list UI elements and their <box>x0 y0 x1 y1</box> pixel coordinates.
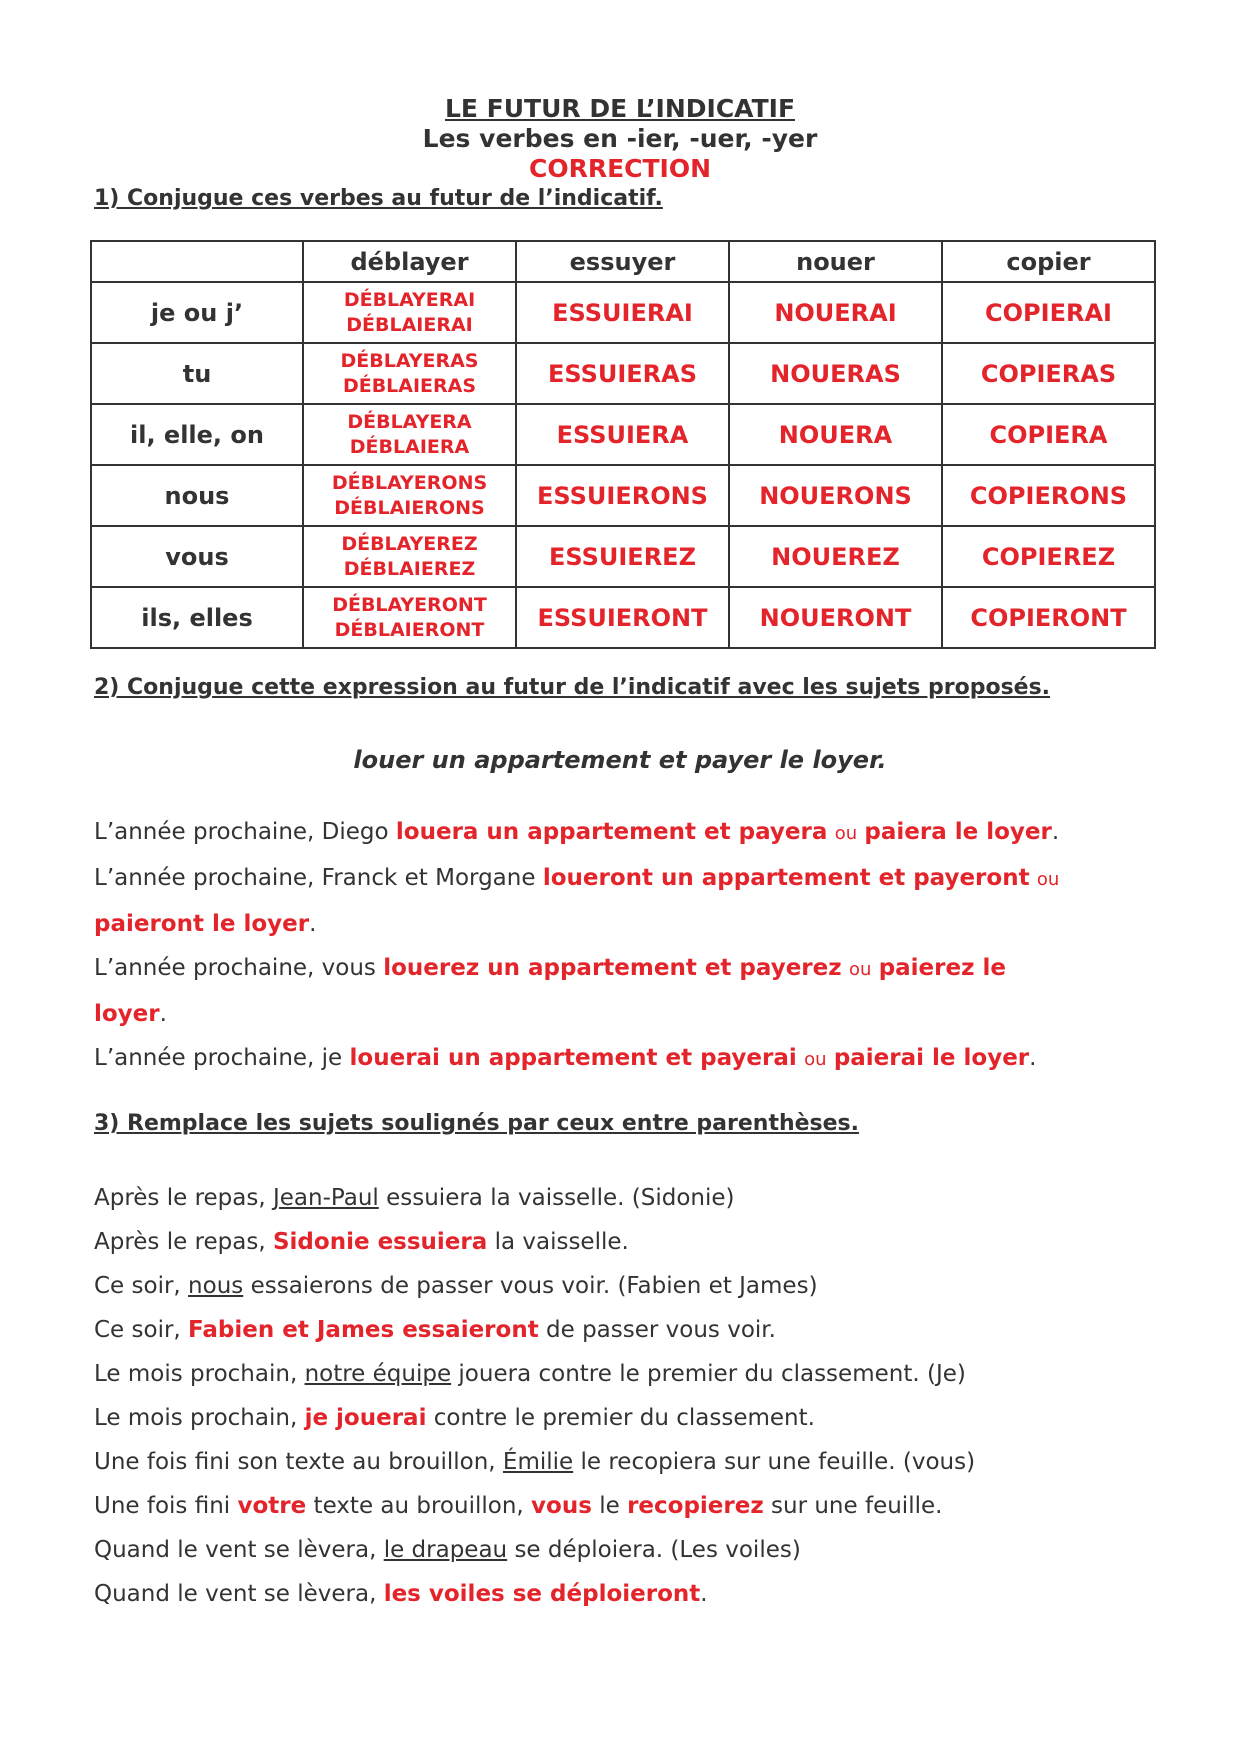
answer-line <box>94 1308 1174 1352</box>
answer-plain: Après le repas, <box>94 1229 273 1255</box>
question-text: jouera contre le premier du classement. (Je) <box>451 1361 966 1387</box>
sentence-prefix: L’année prochaine, <box>94 819 322 845</box>
answer-line <box>94 1396 1174 1440</box>
deblayer-form-i: DÉBLAIERONS <box>334 496 485 519</box>
question-line <box>94 1352 1174 1396</box>
period: . <box>1051 819 1060 845</box>
deblayer-form-i: DÉBLAIERAS <box>342 374 477 397</box>
answer-plain: le <box>591 1493 628 1519</box>
deblayer-form-y: DÉBLAYERAS <box>340 349 479 372</box>
pronoun-cell: je ou j’ <box>91 282 303 343</box>
period: . <box>159 1001 167 1027</box>
answer-plain: texte au brouillon, <box>306 1493 532 1519</box>
table-header-row <box>91 241 1155 282</box>
pronoun-cell: ils, elles <box>91 587 303 648</box>
sentence-prefix: L’année prochaine, <box>94 865 322 891</box>
section2-answers <box>94 810 1174 1082</box>
copier-cell: COPIERAI <box>942 282 1155 343</box>
answer-text: paiera le loyer <box>864 819 1052 845</box>
ou-connector: ou <box>1036 869 1060 890</box>
question-text: Après le repas, <box>94 1185 273 1211</box>
period: . <box>1029 1045 1037 1071</box>
answer-text: vous <box>531 1493 592 1519</box>
deblayer-form-y: DÉBLAYERONT <box>332 593 487 616</box>
essuyer-cell: ESSUIERONS <box>516 465 729 526</box>
header-cell-empty <box>91 241 303 282</box>
answer-text: Sidonie essuiera <box>272 1229 488 1255</box>
deblayer-cell <box>303 343 516 404</box>
answer-line <box>94 1036 1174 1082</box>
answer-text: les voiles se déploieront <box>383 1581 701 1607</box>
underlined-subject: nous <box>188 1273 244 1299</box>
sentence-subject: Franck et Morgane <box>321 865 543 891</box>
underlined-subject: notre équipe <box>304 1361 452 1387</box>
essuyer-cell: ESSUIERAI <box>516 282 729 343</box>
table-row <box>91 404 1155 465</box>
pronoun-cell: tu <box>91 343 303 404</box>
answer-text: recopierez <box>627 1493 764 1519</box>
sentence-subject: Diego <box>321 819 396 845</box>
answer-text: loueront un appartement et payeront <box>542 865 1030 891</box>
deblayer-form-y: DÉBLAYERAI <box>343 288 476 311</box>
section2-heading: 2) Conjugue cette expression au futur de l’indicatif avec les sujets proposés. <box>94 675 1051 700</box>
underlined-subject: Émilie <box>502 1449 574 1475</box>
pronoun-cell: vous <box>91 526 303 587</box>
copier-cell: COPIEREZ <box>942 526 1155 587</box>
question-line <box>94 1176 1174 1220</box>
deblayer-form-y: DÉBLAYERONS <box>331 471 488 494</box>
nouer-cell: NOUEREZ <box>729 526 942 587</box>
conjugation-table <box>90 240 1156 649</box>
copier-cell: COPIERAS <box>942 343 1155 404</box>
answer-text: paieront le loyer <box>94 911 310 937</box>
ou-connector: ou <box>804 1049 827 1070</box>
sentence-subject: vous <box>321 955 384 981</box>
answer-text: louerez un appartement et payerez <box>383 955 842 981</box>
answer-plain: contre le premier du classement. <box>426 1405 815 1431</box>
question-line <box>94 1528 1174 1572</box>
question-text: Quand le vent se lèvera, <box>94 1537 384 1563</box>
copier-cell: COPIERONT <box>942 587 1155 648</box>
answer-plain: Quand le vent se lèvera, <box>94 1581 384 1607</box>
answer-plain: Une fois fini <box>94 1493 238 1519</box>
ou-connector: ou <box>834 823 858 844</box>
answer-text: votre <box>237 1493 307 1519</box>
pronoun-cell: il, elle, on <box>91 404 303 465</box>
answer-plain: sur une feuille. <box>763 1493 943 1519</box>
essuyer-cell: ESSUIERA <box>516 404 729 465</box>
question-text: essuiera la vaisselle. (Sidonie) <box>378 1185 735 1211</box>
answer-plain: Le mois prochain, <box>94 1405 305 1431</box>
question-text: Le mois prochain, <box>94 1361 305 1387</box>
answer-text: paierez le <box>878 955 1006 981</box>
page-title: LE FUTUR DE L’INDICATIF <box>444 94 796 123</box>
ou-connector: ou <box>848 959 872 980</box>
copier-cell: COPIERA <box>942 404 1155 465</box>
answer-line <box>94 902 1174 946</box>
question-text: se déploiera. (Les voiles) <box>507 1537 801 1563</box>
answer-text: je jouerai <box>304 1405 427 1431</box>
copier-cell: COPIERONS <box>942 465 1155 526</box>
table-row <box>91 282 1155 343</box>
table-row <box>91 343 1155 404</box>
deblayer-form-i: DÉBLAIEREZ <box>343 557 476 580</box>
answer-text: louerai un appartement et payerai <box>349 1045 797 1071</box>
question-line <box>94 1440 1174 1484</box>
nouer-cell: NOUERA <box>729 404 942 465</box>
essuyer-cell: ESSUIEREZ <box>516 526 729 587</box>
page-subtitle: Les verbes en -ier, -uer, -yer <box>422 124 818 153</box>
answer-text: louera un appartement et payera <box>395 819 828 845</box>
deblayer-form-y: DÉBLAYEREZ <box>341 532 478 555</box>
sentence-prefix: L’année prochaine, <box>94 955 322 981</box>
answer-text: Fabien et James essaieront <box>188 1317 539 1343</box>
answer-plain: de passer vous voir. <box>538 1317 776 1343</box>
answer-line <box>94 1572 1174 1616</box>
deblayer-cell <box>303 587 516 648</box>
answer-text: paierai le loyer <box>833 1045 1030 1071</box>
question-text: Une fois fini son texte au brouillon, <box>94 1449 503 1475</box>
deblayer-form-i: DÉBLAIERONT <box>334 618 485 641</box>
header-cell-copier: copier <box>942 241 1155 282</box>
question-text: essaierons de passer vous voir. (Fabien et James) <box>243 1273 818 1299</box>
nouer-cell: NOUERAI <box>729 282 942 343</box>
answer-plain: la vaisselle. <box>487 1229 629 1255</box>
question-line <box>94 1264 1174 1308</box>
answer-line <box>94 856 1174 902</box>
header-cell-deblayer: déblayer <box>303 241 516 282</box>
answer-plain: . <box>700 1581 708 1607</box>
question-text: Ce soir, <box>94 1273 189 1299</box>
deblayer-form-i: DÉBLAIERA <box>349 435 470 458</box>
nouer-cell: NOUERONS <box>729 465 942 526</box>
sentence-subject: je <box>321 1045 350 1071</box>
section1-heading: 1) Conjugue ces verbes au futur de l’indicatif. <box>94 186 663 211</box>
answer-line <box>94 1220 1174 1264</box>
essuyer-cell: ESSUIERAS <box>516 343 729 404</box>
expression-prompt: louer un appartement et payer le loyer. <box>353 746 887 774</box>
table-row <box>91 465 1155 526</box>
table-row <box>91 587 1155 648</box>
deblayer-cell <box>303 282 516 343</box>
essuyer-cell: ESSUIERONT <box>516 587 729 648</box>
deblayer-form-y: DÉBLAYERA <box>347 410 472 433</box>
deblayer-cell <box>303 526 516 587</box>
nouer-cell: NOUERONT <box>729 587 942 648</box>
answer-line <box>94 1484 1174 1528</box>
deblayer-cell <box>303 465 516 526</box>
answer-line <box>94 992 1174 1036</box>
sentence-prefix: L’année prochaine, <box>94 1045 322 1071</box>
table-row <box>91 526 1155 587</box>
answer-plain: Ce soir, <box>94 1317 189 1343</box>
deblayer-cell <box>303 404 516 465</box>
answer-line <box>94 946 1174 992</box>
period: . <box>309 911 317 937</box>
section3-heading: 3) Remplace les sujets soulignés par ceux entre parenthèses. <box>94 1111 860 1136</box>
question-text: le recopiera sur une feuille. (vous) <box>573 1449 976 1475</box>
correction-label: CORRECTION <box>528 154 712 183</box>
underlined-subject: le drapeau <box>383 1537 508 1563</box>
pronoun-cell: nous <box>91 465 303 526</box>
header-cell-essuyer: essuyer <box>516 241 729 282</box>
nouer-cell: NOUERAS <box>729 343 942 404</box>
underlined-subject: Jean-Paul <box>272 1185 379 1211</box>
answer-text: loyer <box>94 1001 160 1027</box>
answer-line <box>94 810 1174 856</box>
deblayer-form-i: DÉBLAIERAI <box>346 313 473 336</box>
header-cell-nouer: nouer <box>729 241 942 282</box>
section3-sentences <box>94 1176 1174 1616</box>
